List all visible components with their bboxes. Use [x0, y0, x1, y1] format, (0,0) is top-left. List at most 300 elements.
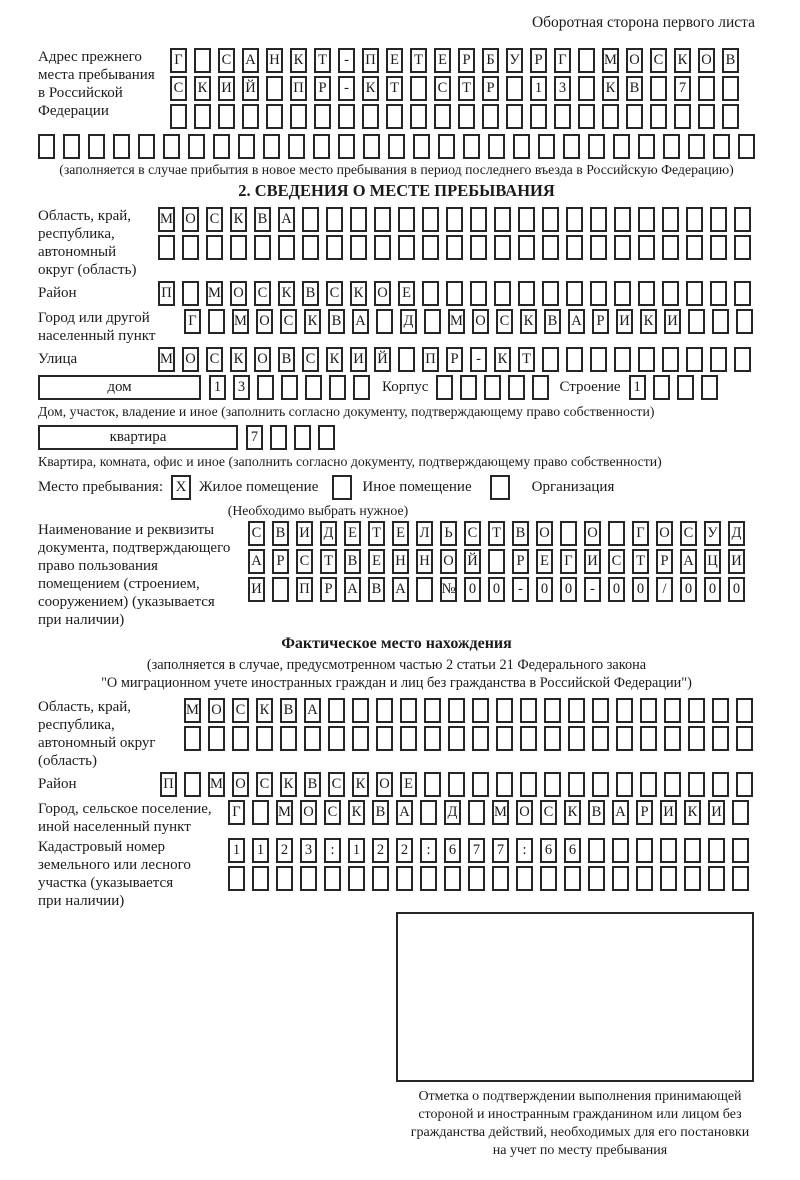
char-cell[interactable]: [616, 698, 633, 723]
char-cell[interactable]: [420, 866, 437, 891]
char-cell[interactable]: И: [660, 800, 677, 825]
char-cell[interactable]: О: [374, 281, 391, 306]
char-cell[interactable]: [640, 772, 657, 797]
char-cell[interactable]: [170, 104, 187, 129]
char-cell[interactable]: А: [248, 549, 265, 574]
char-cell[interactable]: [206, 235, 223, 260]
char-cell[interactable]: [350, 207, 367, 232]
char-cell[interactable]: [218, 104, 235, 129]
char-cell[interactable]: [592, 726, 609, 751]
char-cell[interactable]: [252, 866, 269, 891]
char-cell[interactable]: [494, 207, 511, 232]
char-cell[interactable]: Д: [728, 521, 745, 546]
char-cell[interactable]: [636, 838, 653, 863]
char-cell[interactable]: [712, 309, 729, 334]
char-cell[interactable]: Р: [656, 549, 673, 574]
char-cell[interactable]: [530, 104, 547, 129]
char-cell[interactable]: [664, 772, 681, 797]
char-cell[interactable]: В: [328, 309, 345, 334]
char-cell[interactable]: [488, 549, 505, 574]
char-cell[interactable]: 2: [372, 838, 389, 863]
char-cell[interactable]: [492, 866, 509, 891]
char-cell[interactable]: [518, 207, 535, 232]
char-cell[interactable]: В: [588, 800, 605, 825]
char-cell[interactable]: С: [464, 521, 481, 546]
char-cell[interactable]: [662, 235, 679, 260]
char-cell[interactable]: [662, 207, 679, 232]
char-cell[interactable]: [416, 577, 433, 602]
char-cell[interactable]: У: [506, 48, 523, 73]
char-cell[interactable]: [616, 726, 633, 751]
char-cell[interactable]: [544, 698, 561, 723]
char-cell[interactable]: М: [208, 772, 225, 797]
char-cell[interactable]: [254, 235, 271, 260]
char-cell[interactable]: [270, 425, 287, 450]
char-cell[interactable]: В: [280, 698, 297, 723]
char-cell[interactable]: [614, 207, 631, 232]
char-cell[interactable]: Г: [170, 48, 187, 73]
char-cell[interactable]: С: [496, 309, 513, 334]
char-cell[interactable]: [710, 207, 727, 232]
char-cell[interactable]: [710, 281, 727, 306]
char-cell[interactable]: [460, 375, 477, 400]
char-cell[interactable]: [242, 104, 259, 129]
char-cell[interactable]: [496, 698, 513, 723]
char-cell[interactable]: Д: [320, 521, 337, 546]
char-cell[interactable]: [518, 281, 535, 306]
char-cell[interactable]: -: [512, 577, 529, 602]
char-cell[interactable]: [422, 281, 439, 306]
char-cell[interactable]: :: [420, 838, 437, 863]
char-cell[interactable]: С: [326, 281, 343, 306]
char-cell[interactable]: [732, 866, 749, 891]
char-cell[interactable]: [650, 104, 667, 129]
char-cell[interactable]: 3: [233, 375, 250, 400]
char-cell[interactable]: [608, 521, 625, 546]
char-cell[interactable]: У: [704, 521, 721, 546]
char-cell[interactable]: [278, 235, 295, 260]
char-cell[interactable]: О: [440, 549, 457, 574]
char-cell[interactable]: [638, 235, 655, 260]
char-cell[interactable]: К: [256, 698, 273, 723]
char-cell[interactable]: [388, 134, 405, 159]
char-cell[interactable]: [734, 235, 751, 260]
char-cell[interactable]: В: [512, 521, 529, 546]
char-cell[interactable]: [738, 134, 755, 159]
char-cell[interactable]: [163, 134, 180, 159]
char-cell[interactable]: И: [728, 549, 745, 574]
char-cell[interactable]: [194, 104, 211, 129]
char-cell[interactable]: И: [664, 309, 681, 334]
char-cell[interactable]: [376, 726, 393, 751]
char-cell[interactable]: [266, 104, 283, 129]
char-cell[interactable]: 7: [468, 838, 485, 863]
char-cell[interactable]: [650, 76, 667, 101]
char-cell[interactable]: [564, 866, 581, 891]
char-cell[interactable]: [542, 347, 559, 372]
char-cell[interactable]: [722, 104, 739, 129]
char-cell[interactable]: О: [182, 347, 199, 372]
char-cell[interactable]: [496, 726, 513, 751]
char-cell[interactable]: [184, 772, 201, 797]
char-cell[interactable]: О: [208, 698, 225, 723]
checkbox-residential-premise[interactable]: X: [171, 475, 191, 500]
char-cell[interactable]: А: [352, 309, 369, 334]
char-cell[interactable]: [663, 134, 680, 159]
char-cell[interactable]: Й: [374, 347, 391, 372]
char-cell[interactable]: [413, 134, 430, 159]
char-cell[interactable]: М: [492, 800, 509, 825]
char-cell[interactable]: Е: [398, 281, 415, 306]
char-cell[interactable]: М: [184, 698, 201, 723]
char-cell[interactable]: [300, 866, 317, 891]
char-cell[interactable]: [712, 698, 729, 723]
char-cell[interactable]: [612, 866, 629, 891]
char-cell[interactable]: [560, 521, 577, 546]
char-cell[interactable]: [482, 104, 499, 129]
char-cell[interactable]: [638, 207, 655, 232]
char-cell[interactable]: П: [158, 281, 175, 306]
char-cell[interactable]: [712, 726, 729, 751]
char-cell[interactable]: [540, 866, 557, 891]
char-cell[interactable]: [446, 281, 463, 306]
char-cell[interactable]: С: [324, 800, 341, 825]
char-cell[interactable]: [424, 772, 441, 797]
char-cell[interactable]: К: [352, 772, 369, 797]
char-cell[interactable]: [422, 207, 439, 232]
char-cell[interactable]: С: [280, 309, 297, 334]
char-cell[interactable]: Е: [536, 549, 553, 574]
char-cell[interactable]: [614, 281, 631, 306]
char-cell[interactable]: О: [472, 309, 489, 334]
char-cell[interactable]: С: [248, 521, 265, 546]
char-cell[interactable]: К: [326, 347, 343, 372]
char-cell[interactable]: [422, 235, 439, 260]
char-cell[interactable]: И: [218, 76, 235, 101]
char-cell[interactable]: [88, 134, 105, 159]
char-cell[interactable]: И: [616, 309, 633, 334]
char-cell[interactable]: [638, 134, 655, 159]
char-cell[interactable]: [472, 698, 489, 723]
char-cell[interactable]: [446, 207, 463, 232]
char-cell[interactable]: [338, 134, 355, 159]
char-cell[interactable]: [424, 309, 441, 334]
char-cell[interactable]: [302, 207, 319, 232]
char-cell[interactable]: С: [650, 48, 667, 73]
char-cell[interactable]: [592, 772, 609, 797]
char-cell[interactable]: [281, 375, 298, 400]
char-cell[interactable]: [304, 726, 321, 751]
char-cell[interactable]: 0: [488, 577, 505, 602]
char-cell[interactable]: [374, 235, 391, 260]
char-cell[interactable]: [653, 375, 670, 400]
char-cell[interactable]: [468, 800, 485, 825]
char-cell[interactable]: -: [584, 577, 601, 602]
char-cell[interactable]: Л: [416, 521, 433, 546]
char-cell[interactable]: М: [448, 309, 465, 334]
char-cell[interactable]: [472, 772, 489, 797]
char-cell[interactable]: А: [392, 577, 409, 602]
char-cell[interactable]: [590, 281, 607, 306]
char-cell[interactable]: К: [230, 207, 247, 232]
char-cell[interactable]: В: [372, 800, 389, 825]
char-cell[interactable]: [688, 134, 705, 159]
char-cell[interactable]: О: [626, 48, 643, 73]
char-cell[interactable]: [448, 698, 465, 723]
char-cell[interactable]: [386, 104, 403, 129]
char-cell[interactable]: В: [544, 309, 561, 334]
char-cell[interactable]: [736, 726, 753, 751]
char-cell[interactable]: М: [158, 207, 175, 232]
char-cell[interactable]: 3: [300, 838, 317, 863]
char-cell[interactable]: :: [324, 838, 341, 863]
char-cell[interactable]: [290, 104, 307, 129]
char-cell[interactable]: [400, 698, 417, 723]
char-cell[interactable]: [542, 235, 559, 260]
char-cell[interactable]: С: [232, 698, 249, 723]
char-cell[interactable]: [566, 281, 583, 306]
char-cell[interactable]: [376, 309, 393, 334]
char-cell[interactable]: В: [722, 48, 739, 73]
char-cell[interactable]: [508, 375, 525, 400]
char-cell[interactable]: [662, 281, 679, 306]
char-cell[interactable]: Д: [400, 309, 417, 334]
char-cell[interactable]: [252, 800, 269, 825]
char-cell[interactable]: [158, 235, 175, 260]
char-cell[interactable]: [612, 838, 629, 863]
char-cell[interactable]: Н: [266, 48, 283, 73]
char-cell[interactable]: А: [396, 800, 413, 825]
char-cell[interactable]: [590, 235, 607, 260]
char-cell[interactable]: [463, 134, 480, 159]
char-cell[interactable]: [314, 104, 331, 129]
char-cell[interactable]: С: [434, 76, 451, 101]
checkbox-organization[interactable]: [490, 475, 510, 500]
char-cell[interactable]: [363, 134, 380, 159]
char-cell[interactable]: О: [254, 347, 271, 372]
char-cell[interactable]: Й: [242, 76, 259, 101]
char-cell[interactable]: Г: [560, 549, 577, 574]
char-cell[interactable]: [736, 698, 753, 723]
char-cell[interactable]: [566, 207, 583, 232]
char-cell[interactable]: [712, 772, 729, 797]
char-cell[interactable]: [468, 866, 485, 891]
char-cell[interactable]: [590, 207, 607, 232]
char-cell[interactable]: [470, 235, 487, 260]
char-cell[interactable]: 7: [246, 425, 263, 450]
char-cell[interactable]: [664, 698, 681, 723]
char-cell[interactable]: [266, 76, 283, 101]
char-cell[interactable]: 6: [444, 838, 461, 863]
char-cell[interactable]: [424, 726, 441, 751]
char-cell[interactable]: И: [248, 577, 265, 602]
char-cell[interactable]: [542, 207, 559, 232]
char-cell[interactable]: [213, 134, 230, 159]
char-cell[interactable]: [257, 375, 274, 400]
char-cell[interactable]: С: [328, 772, 345, 797]
char-cell[interactable]: [444, 866, 461, 891]
char-cell[interactable]: А: [612, 800, 629, 825]
char-cell[interactable]: Ц: [704, 549, 721, 574]
char-cell[interactable]: [578, 48, 595, 73]
char-cell[interactable]: [398, 207, 415, 232]
char-cell[interactable]: О: [182, 207, 199, 232]
char-cell[interactable]: Т: [410, 48, 427, 73]
char-cell[interactable]: Р: [592, 309, 609, 334]
char-cell[interactable]: К: [494, 347, 511, 372]
char-cell[interactable]: [472, 726, 489, 751]
char-cell[interactable]: [470, 281, 487, 306]
char-cell[interactable]: Т: [458, 76, 475, 101]
char-cell[interactable]: [588, 134, 605, 159]
char-cell[interactable]: [554, 104, 571, 129]
char-cell[interactable]: К: [194, 76, 211, 101]
char-cell[interactable]: [688, 772, 705, 797]
char-cell[interactable]: О: [230, 281, 247, 306]
char-cell[interactable]: 3: [554, 76, 571, 101]
char-cell[interactable]: [328, 698, 345, 723]
char-cell[interactable]: [684, 838, 701, 863]
char-cell[interactable]: [590, 347, 607, 372]
char-cell[interactable]: 6: [540, 838, 557, 863]
char-cell[interactable]: [396, 866, 413, 891]
char-cell[interactable]: [592, 698, 609, 723]
char-cell[interactable]: Е: [344, 521, 361, 546]
char-cell[interactable]: [400, 726, 417, 751]
char-cell[interactable]: К: [640, 309, 657, 334]
char-cell[interactable]: О: [698, 48, 715, 73]
char-cell[interactable]: [328, 726, 345, 751]
char-cell[interactable]: [338, 104, 355, 129]
char-cell[interactable]: К: [564, 800, 581, 825]
char-cell[interactable]: [352, 698, 369, 723]
char-cell[interactable]: К: [304, 309, 321, 334]
char-cell[interactable]: [708, 838, 725, 863]
char-cell[interactable]: М: [206, 281, 223, 306]
char-cell[interactable]: [520, 698, 537, 723]
char-cell[interactable]: И: [350, 347, 367, 372]
char-cell[interactable]: Т: [368, 521, 385, 546]
char-cell[interactable]: Г: [184, 309, 201, 334]
char-cell[interactable]: [688, 726, 705, 751]
char-cell[interactable]: [578, 104, 595, 129]
char-cell[interactable]: Г: [228, 800, 245, 825]
char-cell[interactable]: [232, 726, 249, 751]
char-cell[interactable]: [532, 375, 549, 400]
char-cell[interactable]: [686, 281, 703, 306]
char-cell[interactable]: В: [304, 772, 321, 797]
char-cell[interactable]: [194, 48, 211, 73]
char-cell[interactable]: [614, 235, 631, 260]
char-cell[interactable]: Е: [400, 772, 417, 797]
char-cell[interactable]: Т: [488, 521, 505, 546]
char-cell[interactable]: С: [218, 48, 235, 73]
char-cell[interactable]: А: [680, 549, 697, 574]
char-cell[interactable]: 0: [560, 577, 577, 602]
char-cell[interactable]: Е: [434, 48, 451, 73]
char-cell[interactable]: Н: [416, 549, 433, 574]
char-cell[interactable]: 1: [228, 838, 245, 863]
char-cell[interactable]: [736, 309, 753, 334]
char-cell[interactable]: С: [206, 207, 223, 232]
char-cell[interactable]: [288, 134, 305, 159]
char-cell[interactable]: [616, 772, 633, 797]
char-cell[interactable]: [238, 134, 255, 159]
char-cell[interactable]: [38, 134, 55, 159]
char-cell[interactable]: Р: [272, 549, 289, 574]
char-cell[interactable]: Е: [392, 521, 409, 546]
char-cell[interactable]: Е: [386, 48, 403, 73]
char-cell[interactable]: :: [516, 838, 533, 863]
char-cell[interactable]: [734, 207, 751, 232]
char-cell[interactable]: [326, 235, 343, 260]
char-cell[interactable]: [686, 347, 703, 372]
char-cell[interactable]: [674, 104, 691, 129]
char-cell[interactable]: С: [302, 347, 319, 372]
char-cell[interactable]: В: [626, 76, 643, 101]
char-cell[interactable]: [446, 235, 463, 260]
char-cell[interactable]: К: [684, 800, 701, 825]
char-cell[interactable]: Т: [314, 48, 331, 73]
char-cell[interactable]: В: [272, 521, 289, 546]
char-cell[interactable]: Р: [320, 577, 337, 602]
char-cell[interactable]: [544, 726, 561, 751]
char-cell[interactable]: [326, 207, 343, 232]
char-cell[interactable]: Т: [632, 549, 649, 574]
char-cell[interactable]: А: [278, 207, 295, 232]
char-cell[interactable]: [280, 726, 297, 751]
char-cell[interactable]: [494, 235, 511, 260]
char-cell[interactable]: К: [674, 48, 691, 73]
char-cell[interactable]: [374, 207, 391, 232]
char-cell[interactable]: 1: [209, 375, 226, 400]
char-cell[interactable]: П: [422, 347, 439, 372]
char-cell[interactable]: [63, 134, 80, 159]
char-cell[interactable]: [722, 76, 739, 101]
char-cell[interactable]: №: [440, 577, 457, 602]
char-cell[interactable]: Т: [320, 549, 337, 574]
char-cell[interactable]: О: [376, 772, 393, 797]
char-cell[interactable]: [686, 207, 703, 232]
char-cell[interactable]: К: [230, 347, 247, 372]
char-cell[interactable]: П: [160, 772, 177, 797]
char-cell[interactable]: В: [254, 207, 271, 232]
char-cell[interactable]: [520, 726, 537, 751]
char-cell[interactable]: С: [206, 347, 223, 372]
char-cell[interactable]: [410, 104, 427, 129]
char-cell[interactable]: О: [516, 800, 533, 825]
char-cell[interactable]: [484, 375, 501, 400]
char-cell[interactable]: О: [584, 521, 601, 546]
char-cell[interactable]: [640, 698, 657, 723]
char-cell[interactable]: О: [232, 772, 249, 797]
char-cell[interactable]: [710, 235, 727, 260]
char-cell[interactable]: [353, 375, 370, 400]
char-cell[interactable]: М: [602, 48, 619, 73]
char-cell[interactable]: [398, 235, 415, 260]
char-cell[interactable]: К: [602, 76, 619, 101]
char-cell[interactable]: [734, 281, 751, 306]
char-cell[interactable]: [544, 772, 561, 797]
char-cell[interactable]: [263, 134, 280, 159]
char-cell[interactable]: [713, 134, 730, 159]
char-cell[interactable]: А: [242, 48, 259, 73]
char-cell[interactable]: [698, 104, 715, 129]
char-cell[interactable]: [302, 235, 319, 260]
char-cell[interactable]: С: [608, 549, 625, 574]
char-cell[interactable]: 0: [464, 577, 481, 602]
char-cell[interactable]: К: [278, 281, 295, 306]
